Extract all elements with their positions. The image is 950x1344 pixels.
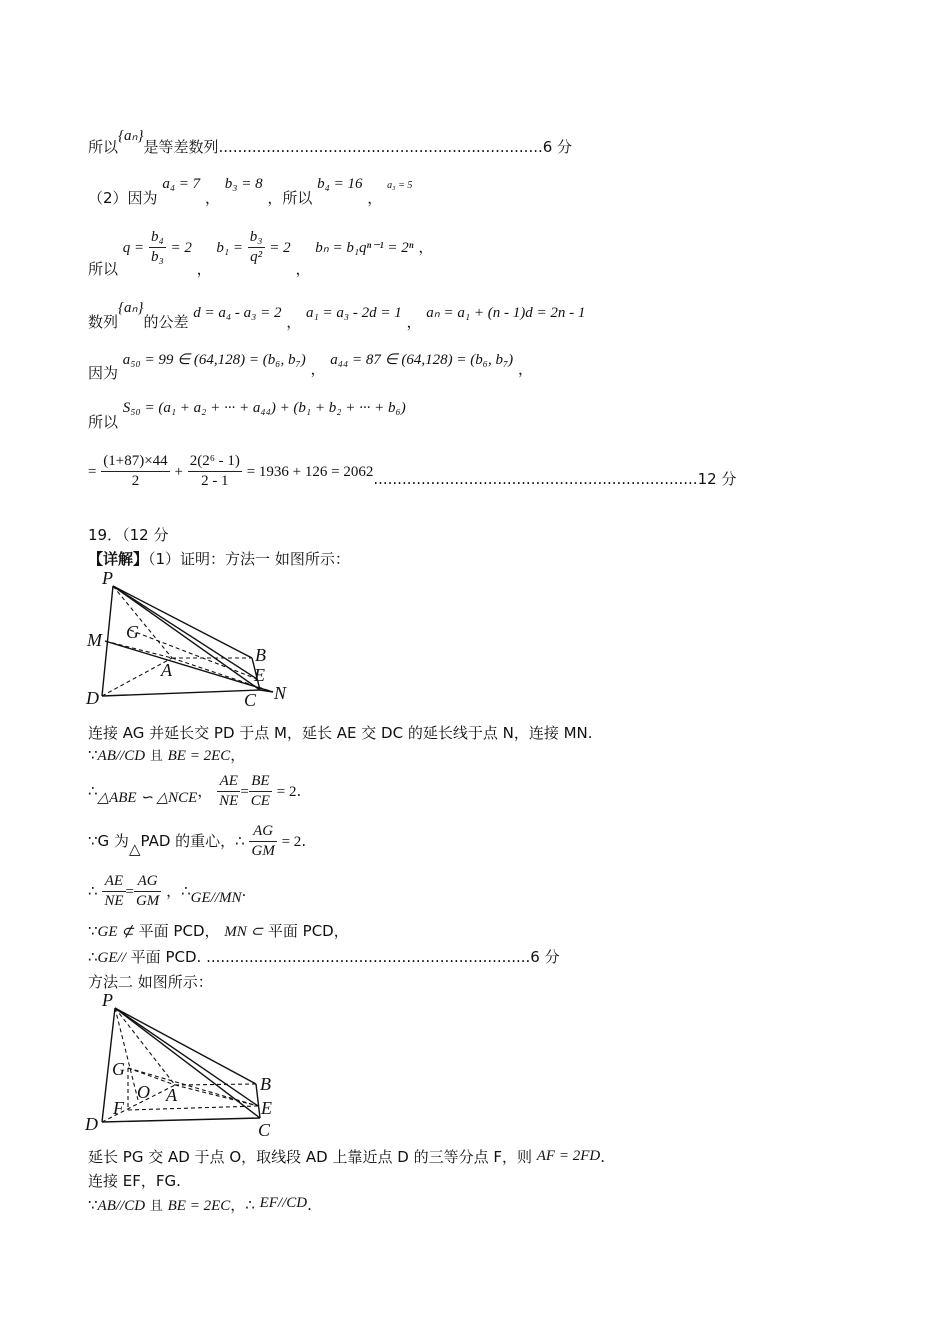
math: △ABE ∽ △NCE — [97, 789, 198, 806]
label-A: A — [166, 1085, 177, 1105]
math: S₅₀ = (a₁ + a₂ + ··· + a₄₄) + (b₁ + b₂ + ··· + b₆) — [122, 400, 406, 416]
line-1 — [88, 128, 573, 156]
label-E: E — [261, 1098, 272, 1118]
leader-dots: .................................................................... — [373, 469, 698, 488]
math: {aₙ} — [118, 128, 144, 144]
text: 数列 — [88, 313, 119, 331]
label-A: A — [161, 660, 172, 680]
line-8 — [88, 528, 168, 543]
text: ∵ — [88, 1196, 98, 1214]
numerator: b₄ — [149, 228, 166, 248]
line-5 — [88, 352, 533, 382]
text: . — [307, 1196, 312, 1214]
line-15 — [88, 924, 349, 940]
line-4 — [88, 300, 586, 331]
math: q = — [122, 239, 145, 256]
math: b₄ = 16 — [317, 176, 363, 192]
numerator: BE — [249, 772, 272, 792]
math: AF = 2FD — [536, 1148, 601, 1164]
line-20 — [88, 1195, 312, 1214]
numerator: (1+87)×44 — [101, 452, 169, 472]
text: 是等差数列 — [143, 138, 219, 156]
line-2 — [88, 176, 413, 207]
math: GE//MN — [190, 889, 242, 906]
triangle-symbol: △ — [128, 839, 141, 858]
math: = 1936 + 126 = 2062 — [246, 463, 374, 480]
denominator: 2 — [131, 472, 140, 489]
text: . — [296, 781, 302, 800]
edge-PD — [102, 586, 113, 696]
comma: ， — [204, 189, 220, 207]
line-18 — [88, 1150, 605, 1166]
math: GE ⊄ — [97, 924, 134, 940]
detail-tag: 【详解】 — [88, 550, 149, 568]
edge-PB — [115, 1008, 256, 1084]
line-3 — [88, 228, 434, 278]
label-G: G — [126, 622, 139, 642]
numerator: AE — [217, 772, 240, 792]
comma: ， — [418, 237, 434, 256]
text: PAD 的重心，∴ — [140, 831, 245, 850]
score: 12 分 — [697, 469, 737, 488]
math: + — [174, 463, 183, 480]
numerator: AG — [134, 872, 161, 892]
math: aₙ = a₁ + (n - 1)d = 2n - 1 — [426, 305, 586, 321]
edge-MA — [105, 641, 172, 658]
text: 方法二 如图所示： — [88, 973, 213, 991]
denominator: CE — [250, 792, 270, 809]
label-P: P — [102, 568, 113, 588]
comma: ， — [406, 313, 422, 331]
edge-MN — [105, 641, 273, 692]
text: . — [600, 1148, 605, 1166]
fraction — [102, 872, 125, 911]
math: EF//CD — [259, 1195, 308, 1211]
line-10 — [88, 726, 593, 741]
text: 延长 PG 交 AD 于点 O，取线段 AD 上靠近点 D 的三等分点 F，则 — [88, 1148, 532, 1166]
math: bₙ = b₁qⁿ⁻¹ = 2ⁿ — [315, 239, 414, 256]
line-19 — [88, 1174, 181, 1189]
fraction — [188, 452, 242, 491]
label-D: D — [86, 688, 99, 708]
math: = — [125, 883, 134, 900]
numerator: b₃ — [248, 228, 265, 248]
fraction — [101, 452, 169, 491]
numerator: AG — [249, 822, 276, 842]
math: a₅₀ = 99 ∈ (64,128) = (b₆, b₇) — [122, 352, 306, 368]
text: ∴ — [88, 881, 98, 900]
text: ∴ — [88, 948, 98, 966]
score: 6 分 — [542, 138, 573, 156]
math: AB//CD — [97, 748, 146, 764]
edge-DC — [102, 1118, 260, 1122]
edge-DC — [102, 690, 260, 696]
fraction — [249, 772, 272, 811]
label-C: C — [258, 1120, 271, 1140]
leader-dots: .................................................................... — [218, 138, 543, 156]
numerator: 2(2⁶ - 1) — [188, 452, 242, 472]
math: = 2 — [281, 833, 302, 850]
label-B: B — [260, 1074, 271, 1094]
line-17 — [88, 975, 213, 990]
denominator: GM — [251, 842, 275, 859]
edge-FE — [128, 1106, 258, 1110]
fraction — [249, 822, 276, 861]
text: 平面 PCD， — [138, 922, 220, 940]
text: ，所以 — [267, 189, 313, 207]
math: = — [88, 463, 97, 480]
line-7 — [88, 452, 736, 491]
text: 平面 PCD， — [267, 922, 349, 940]
math: d = a₄ - a₃ = 2 — [193, 305, 282, 321]
fraction — [217, 772, 240, 811]
label-E: E — [254, 665, 265, 685]
denominator: NE — [104, 892, 124, 909]
math: b₃ = 8 — [224, 176, 263, 192]
math: AB//CD — [97, 1198, 146, 1214]
text: ， — [230, 746, 246, 764]
comma: ， — [367, 189, 383, 207]
text: ，∴ — [230, 1196, 255, 1214]
line-12 — [88, 772, 301, 811]
label-G: G — [112, 1059, 125, 1079]
comma: ， — [196, 259, 212, 278]
text: 所以 — [88, 138, 119, 156]
denominator: 2 - 1 — [201, 472, 229, 489]
text: ∵G 为 — [88, 831, 129, 850]
text: 且 — [149, 1199, 163, 1214]
label-F: F — [113, 1098, 124, 1118]
math: a₄ = 7 — [162, 176, 201, 192]
denominator: b₃ — [150, 248, 164, 265]
text: ∴ — [88, 781, 98, 800]
label-N: N — [274, 683, 287, 703]
score: 6 分 — [530, 948, 560, 966]
text: 连接 AG 并延长交 PD 于点 M，延长 AE 交 DC 的延长线于点 N，连接 MN. — [88, 724, 593, 742]
denominator: q² — [250, 248, 263, 265]
text: 且 — [149, 749, 163, 764]
math: GE// — [97, 950, 126, 966]
question-number: 19．（12 分 — [88, 526, 169, 544]
text: ∵ — [88, 922, 98, 940]
text: （2）因为 — [88, 189, 158, 207]
text: 所以 — [88, 413, 119, 431]
math: b₁ = — [216, 239, 243, 256]
math: a₄₄ = 87 ∈ (64,128) = (b₆, b₇) — [330, 352, 514, 368]
fraction — [149, 228, 166, 267]
fraction — [134, 872, 161, 911]
leader-dots: .................................................................... — [206, 948, 531, 966]
line-14 — [88, 872, 246, 911]
line-16 — [88, 950, 560, 966]
math: = 2 — [269, 239, 291, 256]
math: a₁ = a₃ - 2d = 1 — [306, 305, 402, 321]
denominator: GM — [135, 892, 160, 909]
math: MN ⊂ — [224, 924, 264, 940]
text: . — [241, 881, 247, 900]
label-C: C — [244, 690, 257, 710]
math: BE = 2EC — [167, 1198, 231, 1214]
math: = — [240, 783, 249, 800]
text: 连接 EF，FG. — [88, 1172, 181, 1190]
math: = 2 — [170, 239, 192, 256]
label-O: O — [137, 1082, 150, 1102]
line-6 — [88, 400, 406, 431]
text: （1）证明：方法一 如图所示： — [148, 550, 350, 568]
line-11 — [88, 748, 245, 764]
text: ∵ — [88, 746, 98, 764]
math: a₃ = 5 — [387, 180, 413, 191]
geometry-figure-1 — [80, 568, 300, 708]
comma: ， — [295, 259, 311, 278]
math: BE = 2EC — [167, 748, 231, 764]
text: . — [301, 831, 307, 850]
label-P: P — [102, 990, 113, 1010]
text: 所以 — [88, 259, 119, 278]
math: = 2 — [276, 783, 297, 800]
geometry-figure-2 — [80, 990, 300, 1140]
text: 的公差 — [143, 313, 189, 331]
numerator: AE — [102, 872, 125, 892]
text: 因为 — [88, 364, 119, 382]
label-B: B — [255, 645, 266, 665]
text: ， — [197, 781, 213, 800]
line-9 — [88, 552, 350, 567]
comma: ， — [310, 360, 326, 378]
line-13 — [88, 822, 306, 861]
comma: ， — [286, 313, 302, 331]
text: ，∴ — [166, 881, 191, 900]
denominator: NE — [219, 792, 239, 809]
comma: ， — [517, 360, 533, 378]
fraction — [248, 228, 265, 267]
label-M: M — [87, 630, 102, 650]
math: {aₙ} — [118, 300, 144, 316]
text: 平面 PCD. — [130, 948, 202, 966]
label-D: D — [85, 1114, 98, 1134]
